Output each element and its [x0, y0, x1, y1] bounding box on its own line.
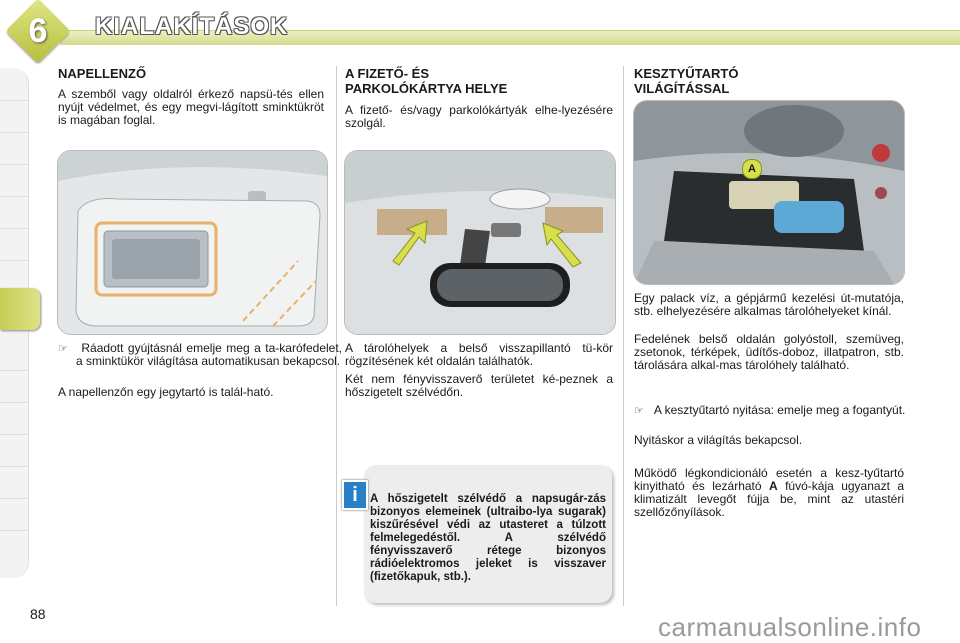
sun-visor-bullet-text: Ráadott gyújtásnál emelje meg a ta-karófedelet, a sminktükör világítása automatikusan bekapcsol. [76, 341, 342, 368]
chapter-tab[interactable] [0, 100, 28, 133]
glovebox-para4-label: A [769, 479, 778, 493]
glovebox-para1: Egy palack víz, a gépjármű kezelési út-mutatója, stb. elhelyezésére alkalmas tárolóhelyeket kínál. [634, 291, 904, 318]
section-title-line: PARKOLÓKÁRTYA HELYE [345, 81, 508, 96]
chapter-title: KIALAKÍTÁSOK [95, 13, 289, 40]
hand-pointer-icon: ☞ [634, 404, 644, 417]
chapter-tab[interactable] [0, 498, 28, 531]
chapter-tab[interactable] [0, 228, 28, 261]
section-title-line: KESZTYŰTARTÓ [634, 66, 739, 81]
section-title-line: A FIZETŐ- ÉS [345, 66, 430, 81]
section-title-card-holder [345, 66, 507, 96]
sun-visor-figure [57, 150, 328, 335]
column-divider [623, 66, 624, 606]
chapter-tab[interactable] [0, 68, 28, 101]
hand-pointer-icon: ☞ [58, 342, 68, 355]
arrow-icon [543, 223, 581, 267]
glovebox-para4 [634, 467, 904, 519]
glovebox-para3: Nyitáskor a világítás bekapcsol. [634, 433, 803, 447]
chapter-number: 6 [28, 11, 48, 50]
sun-visor-note: A napellenzőn egy jegytartó is talál-ható. [58, 385, 274, 399]
glovebox-bullet-text: A kesztyűtartó nyitása: emelje meg a fogantyút. [653, 403, 906, 417]
sun-visor-illustration [58, 151, 327, 334]
chapter-tab[interactable] [0, 338, 28, 371]
glovebox-bullet [634, 404, 922, 417]
chapter-tab[interactable] [0, 434, 28, 467]
section-title-glovebox [634, 66, 738, 96]
card-holder-intro: A fizető- és/vagy parkolókártyák elhe-lyezésére szolgál. [345, 103, 613, 130]
watermark: carmanualsonline.info [658, 612, 922, 642]
chapter-tab[interactable] [0, 132, 28, 165]
glovebox-para2: Fedelének belső oldalán golyóstoll, szemüveg, zsetonok, térképek, üdítős-doboz, illatpatron, stb. tárolására alkal-mas tárolóhely található. [634, 332, 904, 372]
chapter-tab[interactable] [0, 164, 28, 197]
sun-visor-bullet [58, 342, 342, 368]
chapter-badge [5, 0, 70, 64]
glovebox-figure [633, 100, 905, 285]
glovebox-para4-text: Működő légkondicionáló esetén a kesz-tyűtartó kinyitható és lezárható [634, 466, 904, 493]
section-title-sun-visor: NAPELLENZŐ [58, 66, 147, 81]
glovebox-illustration [634, 101, 904, 284]
chapter-tab[interactable] [0, 466, 28, 499]
section-title-line: VILÁGÍTÁSSAL [634, 81, 730, 96]
arrow-icons [345, 151, 615, 334]
sun-visor-intro: A szemből vagy oldalról érkező napsü-tés ellen nyújt védelmet, és egy megvi-lágított sminktükröt is magában foglal. [58, 87, 324, 127]
chapter-tab[interactable] [0, 402, 28, 435]
card-holder-para1: A tárolóhelyek a belső visszapillantó tü-kör rögzítésének két oldalán találhatók. [345, 341, 613, 368]
info-icon: i [342, 480, 368, 510]
glovebox-para4-text: fúvó-kája ugyanazt a klimatizált levegőt fújja be, mint az utastéri szellőzőnyílások. [634, 479, 904, 519]
chapter-tab-active[interactable] [0, 288, 40, 330]
card-holder-para2: Két nem fényvisszaverő területet ké-peznek a hőszigetelt szélvédőn. [345, 372, 613, 399]
column-divider [336, 66, 337, 606]
chapter-tab[interactable] [0, 196, 28, 229]
page-number: 88 [30, 606, 46, 622]
info-text: A hőszigetelt szélvédő a napsugár-zás bizonyos elemeinek (ultraibo-lya sugarak) kiszűrésével védi az utasteret a túlzott felmelegedéstől. A szélvédő fényvisszaverő rétege bizonyos rádióelektromos jeleket is visszaver (fizetőkapuk, stb.). [370, 493, 606, 583]
glovebox-label-a: A [742, 159, 762, 179]
arrow-icon [393, 221, 427, 265]
chapter-tab[interactable] [0, 370, 28, 403]
card-holder-figure [344, 150, 616, 335]
